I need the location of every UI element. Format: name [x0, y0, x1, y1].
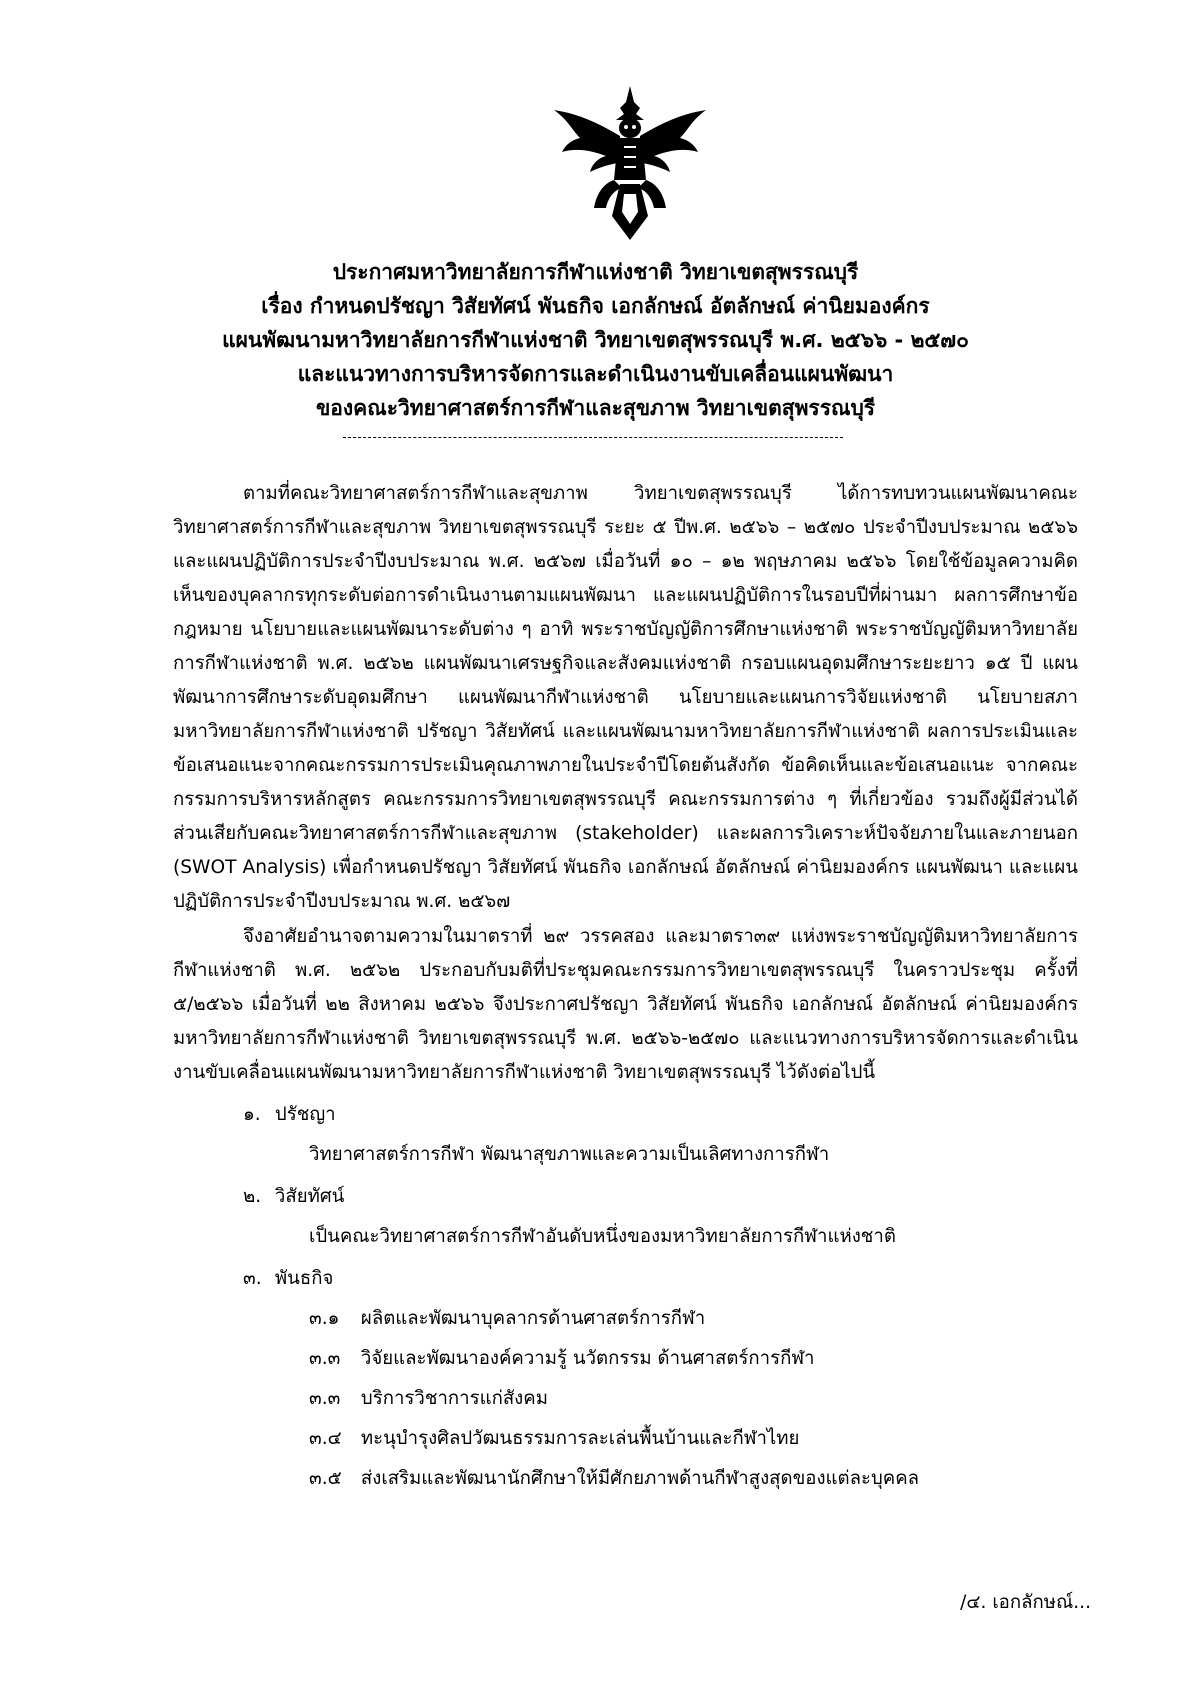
section-mission-heading: ๓. พันธกิจ — [243, 1268, 334, 1289]
title-line: ประกาศมหาวิทยาลัยการกีฬาแห่งชาติ วิทยาเขตสุพรรณบุรี — [332, 260, 859, 284]
body-paragraph-1: ตามที่คณะวิทยาศาสตร์การกีฬาและสุขภาพ วิทยาเขตสุพรรณบุรี ได้การทบทวนแผนพัฒนาคณะวิทยาศาสตร์การกีฬาและสุขภาพ วิทยาเขตสุพรรณบุรี ระยะ ๕ ปีพ.ศ. ๒๕๖๖ – ๒๕๗๐ ประจำปีงบประมาณ ๒๕๖๖ และแผนปฏิบัติการประจำปีงบประมาณ พ.ศ. ๒๕๖๗ เมื่อวันที่ ๑๐ – ๑๒ พฤษภาคม ๒๕๖๖ โดยใช้ข้อมูลความคิดเห็นของบุคลากรทุกระดับต่อการดำเนินงานตามแผนพัฒนา และแผนปฏิบัติการในรอบปีที่ผ่านมา ผลการศึกษาข้อกฎหมาย นโยบายและแผนพัฒนาระดับต่าง ๆ อาทิ พระราชบัญญัติการศึกษาแห่งชาติ พระราชบัญญัติมหาวิทยาลัยการกีฬาแห่งชาติ พ.ศ. ๒๕๖๒ แผนพัฒนาเศรษฐกิจและสังคมแห่งชาติ กรอบแผนอุดมศึกษาระยะยาว ๑๕ ปี แผนพัฒนาการศึกษาระดับอุดมศึกษา แผนพัฒนากีฬาแห่งชาติ นโยบายและแผนการวิจัยแห่งชาติ นโยบายสภามหาวิทยาลัยการกีฬาแห่งชาติ ปรัชญา วิสัยทัศน์ และแผนพัฒนามหาวิทยาลัยการกีฬาแห่งชาติ ผลการประเมินและข้อเสนอแนะจากคณะกรรมการประเมินคุณภาพภายในประจำปีโดยต้นสังกัด ข้อคิดเห็นและข้อเสนอแนะ จากคณะกรรมการบริหารหลักสูตร คณะกรรมการวิทยาเขตสุพรรณบุรี คณะกรรมการต่าง ๆ ที่เกี่ยวข้อง รวมถึงผู้มีส่วนได้ส่วนเสียกับคณะวิทยาศาสตร์การกีฬาและสุขภาพ (stakeholder) และผลการวิเคราะห์ปัจจัยภายในและภายนอก (SWOT Analysis) เพื่อกำหนดปรัชญา วิสัยทัศน์ พันธกิจ เอกลักษณ์ อัตลักษณ์ ค่านิยมองค์กร แผนพัฒนา และแผนปฏิบัติการประจำปีงบประมาณ พ.ศ. ๒๕๖๗ — [173, 483, 1078, 912]
mission-item: ๓.๑ ผลิตและพัฒนาบุคลากรด้านศาสตร์การกีฬา — [309, 1308, 706, 1329]
garuda-emblem-icon — [550, 84, 710, 244]
next-page-reference: /๔. เอกลักษณ์... — [960, 1592, 1091, 1613]
title-line: เรื่อง กำหนดปรัชญา วิสัยทัศน์ พันธกิจ เอกลักษณ์ อัตลักษณ์ ค่านิยมองค์กร — [261, 294, 930, 318]
title-line: และแนวทางการบริหารจัดการและดำเนินงานขับเคลื่อนแผนพัฒนา — [297, 362, 894, 386]
section-philosophy-heading: ๑. ปรัชญา — [243, 1104, 336, 1125]
announcement-body — [173, 477, 1078, 1496]
title-line: ของคณะวิทยาศาสตร์การกีฬาและสุขภาพ วิทยาเขตสุพรรณบุรี — [315, 396, 876, 420]
announcement-title — [120, 255, 1071, 425]
section-vision-heading: ๒. วิสัยทัศน์ — [243, 1186, 345, 1207]
title-divider — [343, 437, 843, 438]
section-philosophy-content: วิทยาศาสตร์การกีฬา พัฒนาสุขภาพและความเป็นเลิศทางการกีฬา — [309, 1144, 830, 1165]
mission-item: ๓.๓ บริการวิชาการแก่สังคม — [309, 1388, 548, 1409]
title-line: แผนพัฒนามหาวิทยาลัยการกีฬาแห่งชาติ วิทยาเขตสุพรรณบุรี พ.ศ. ๒๕๖๖ - ๒๕๗๐ — [222, 328, 969, 352]
mission-item: ๓.๓ วิจัยและพัฒนาองค์ความรู้ นวัตกรรม ด้านศาสตร์การกีฬา — [309, 1348, 815, 1369]
body-paragraph-2: จึงอาศัยอำนาจตามความในมาตราที่ ๒๙ วรรคสอง และมาตรา๓๙ แห่งพระราชบัญญัติมหาวิทยาลัยการกีฬาแห่งชาติ พ.ศ. ๒๕๖๒ ประกอบกับมติที่ประชุมคณะกรรมการวิทยาเขตสุพรรณบุรี ในคราวประชุม ครั้งที่ ๕/๒๕๖๖ เมื่อวันที่ ๒๒ สิงหาคม ๒๕๖๖ จึงประกาศปรัชญา วิสัยทัศน์ พันธกิจ เอกลักษณ์ อัตลักษณ์ ค่านิยมองค์กร มหาวิทยาลัยการกีฬาแห่งชาติ วิทยาเขตสุพรรณบุรี พ.ศ. ๒๕๖๖-๒๕๗๐ และแนวทางการบริหารจัดการและดำเนินงานขับเคลื่อนแผนพัฒนามหาวิทยาลัยการกีฬาแห่งชาติ วิทยาเขตสุพรรณบุรี ไว้ดังต่อไปนี้ — [173, 926, 1078, 1083]
mission-item: ๓.๕ ส่งเสริมและพัฒนานักศึกษาให้มีศักยภาพด้านกีฬาสูงสุดของแต่ละบุคคล — [309, 1468, 920, 1489]
mission-item: ๓.๔ ทะนุบำรุงศิลปวัฒนธรรมการละเล่นพื้นบ้านและกีฬาไทย — [309, 1428, 800, 1449]
section-vision-content: เป็นคณะวิทยาศาสตร์การกีฬาอันดับหนึ่งของมหาวิทยาลัยการกีฬาแห่งชาติ — [309, 1226, 896, 1247]
